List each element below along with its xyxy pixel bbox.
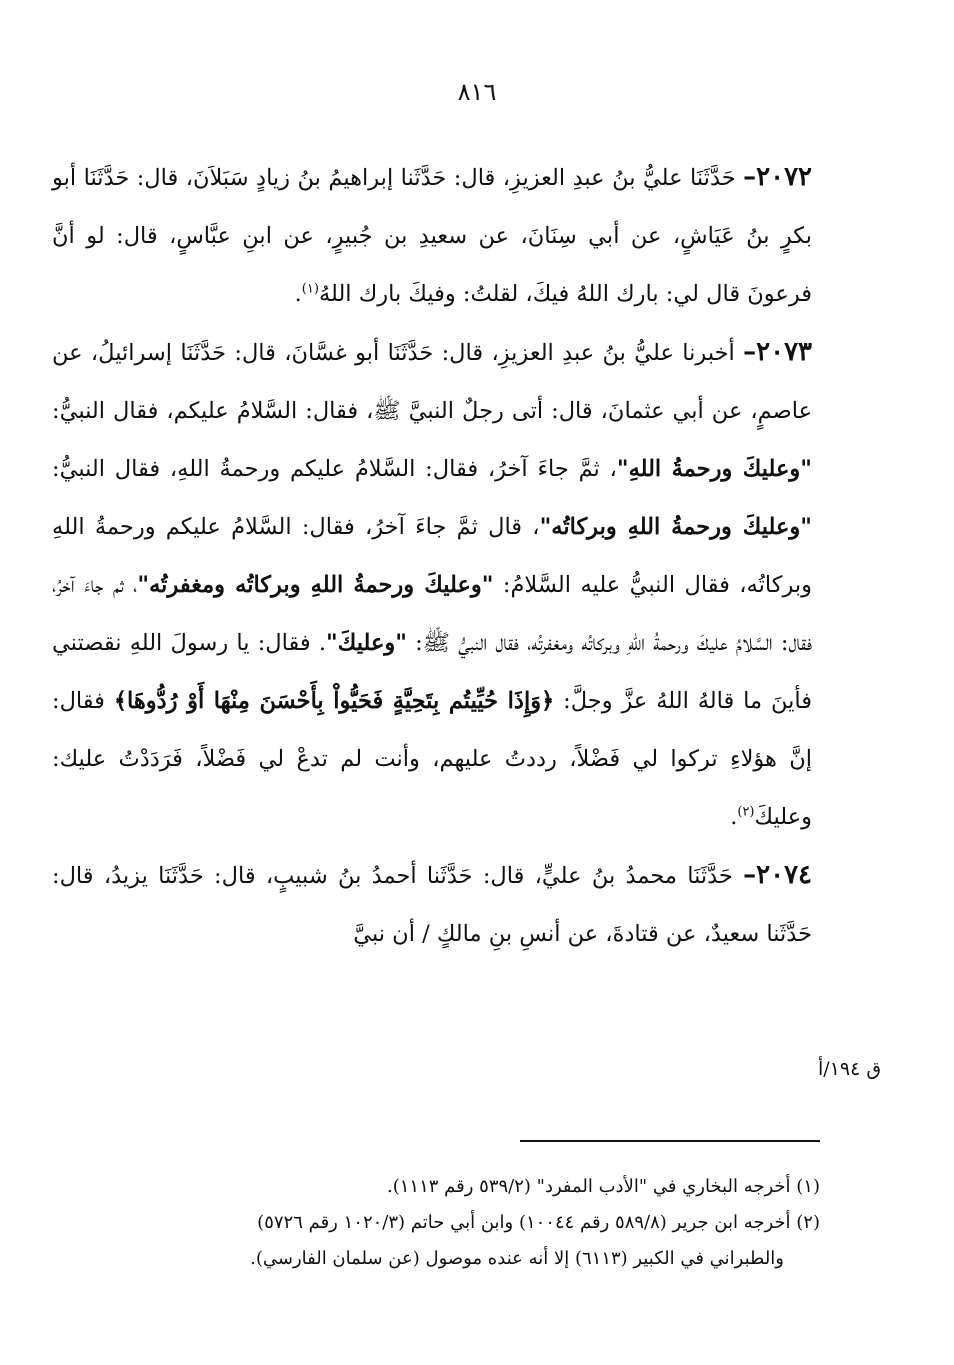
footnote-ref[interactable]: (١) [301,281,319,297]
footnote-text: أخرجه البخاري في "الأدب المفرد" (٥٣٩/٢ رقم ١١١٣). [387,1176,797,1197]
hadith-text: ، ثم جاءَ آخرُ، فقال: السَّلامُ عليكَ ورحمةُ اللهِ وبركاتُه ومغفرتُه، فقال النبيُّ ﷺ: [52,572,813,656]
footnote-2 [52,1206,820,1240]
quoted-reply: "وعليكَ ورحمةُ اللهِ وبركاتُه" [539,514,812,540]
footnote-number: (١) [796,1176,820,1197]
hadith-text: حَدَّثَنَا محمدُ بنُ عليٍّ، قال: حَدَّثَنا أحمدُ بنُ شبيبٍ، قال: حَدَّثَنَا يزيدُ، قال: حَدَّثَنا سعيدٌ، عن قتادةَ، عن أنسِ بنِ مالكٍ / أن نبيَّ [52,863,812,947]
main-text [52,148,812,963]
hadith-text: . فقال: يا رسولَ اللهِ نقصتني فأينَ ما قالهُ اللهُ عزَّ وجلَّ: [52,630,813,714]
manuscript-folio-note: ق ١٩٤/أ [818,1058,882,1080]
quoted-reply: "وعليكَ ورحمةُ اللهِ وبركاتُه ومغفرتُه" [137,572,494,598]
hadith-number: ٢٠٧٤– [743,860,812,890]
footnote-text: أخرجه ابن جرير (٥٨٩/٨ رقم ١٠٠٤٤) وابن أبي حاتم (١٠٢٠/٣ رقم ٥٧٢٦) [257,1212,797,1233]
footnote-number: (٢) [796,1212,820,1233]
quoted-reply: "وعليكَ" [326,630,407,656]
hadith-2074 [52,846,812,963]
hadith-end: . [730,804,738,830]
hadith-number: ٢٠٧٢– [743,162,812,192]
footnote-divider [520,1140,820,1142]
hadith-text: فقال: إنَّ هؤلاءِ تركوا لي فَضْلاً، رددتُ عليهم، وأنت لم تدعْ لي فَضْلاً، فَرَدَدْتُ عليك: وعليكَ [52,688,812,830]
hadith-text: ، ثمَّ جاءَ آخرُ، فقال: السَّلامُ عليكم ورحمةُ اللهِ، فقال النبيُّ: [52,456,617,482]
footnote-2-continuation: والطبراني في الكبير (٦١١٣) إلا أنه عنده موصول (عن سلمان الفارسي). [250,1248,784,1269]
hadith-end: . [294,281,302,307]
footnotes [52,1170,820,1278]
quoted-reply: "وعليكَ ورحمةُ اللهِ" [616,456,813,482]
footnote-ref[interactable]: (٢) [737,804,755,820]
quran-verse: ﴿وَإِذَا حُيِّيتُم بِتَحِيَّةٍ فَحَيُّواْ بِأَحْسَنَ مِنْهَا أَوْ رُدُّوهَا﴾ [113,688,555,714]
hadith-2073 [52,323,812,846]
hadith-text: ، قال ثمَّ جاءَ آخرُ، فقال: السَّلامُ عليكم ورحمةُ اللهِ وبركاتُه، فقال النبيُّ عليه السَّلامُ: [52,514,812,598]
footnote-1 [52,1170,820,1204]
hadith-2072 [52,148,812,323]
hadith-text: أخبرنا عليُّ بنُ عبدِ العزيزِ، قال: حَدَّثَنَا أبو غسَّانَ، قال: حَدَّثَنَا إسرائيلُ، عن عاصمٍ، عن أبي عثمانَ، قال: أتى رجلٌ النبيَّ ﷺ، فقال: السَّلامُ عليكم، فقال النبيُّ: [52,340,812,424]
hadith-number: ٢٠٧٣– [743,337,812,367]
page-number: ٨١٦ [457,78,497,106]
hadith-text: حَدَّثَنَا عليُّ بنُ عبدِ العزيزِ، قال: حَدَّثَنا إبراهيمُ بنُ زيادٍ سَبَلاَنَ، قال: حَدَّثَنَا أبو بكرٍ بنُ عَيَاشٍ، عن أبي سِنَانَ، عن سعيدِ بن جُبيرٍ، عن ابنِ عبَّاسٍ، قال: لو أنَّ فرعونَ قال لي: بارك اللهُ فيكَ، لقلتُ: وفيكَ بارك اللهُ [52,165,812,307]
